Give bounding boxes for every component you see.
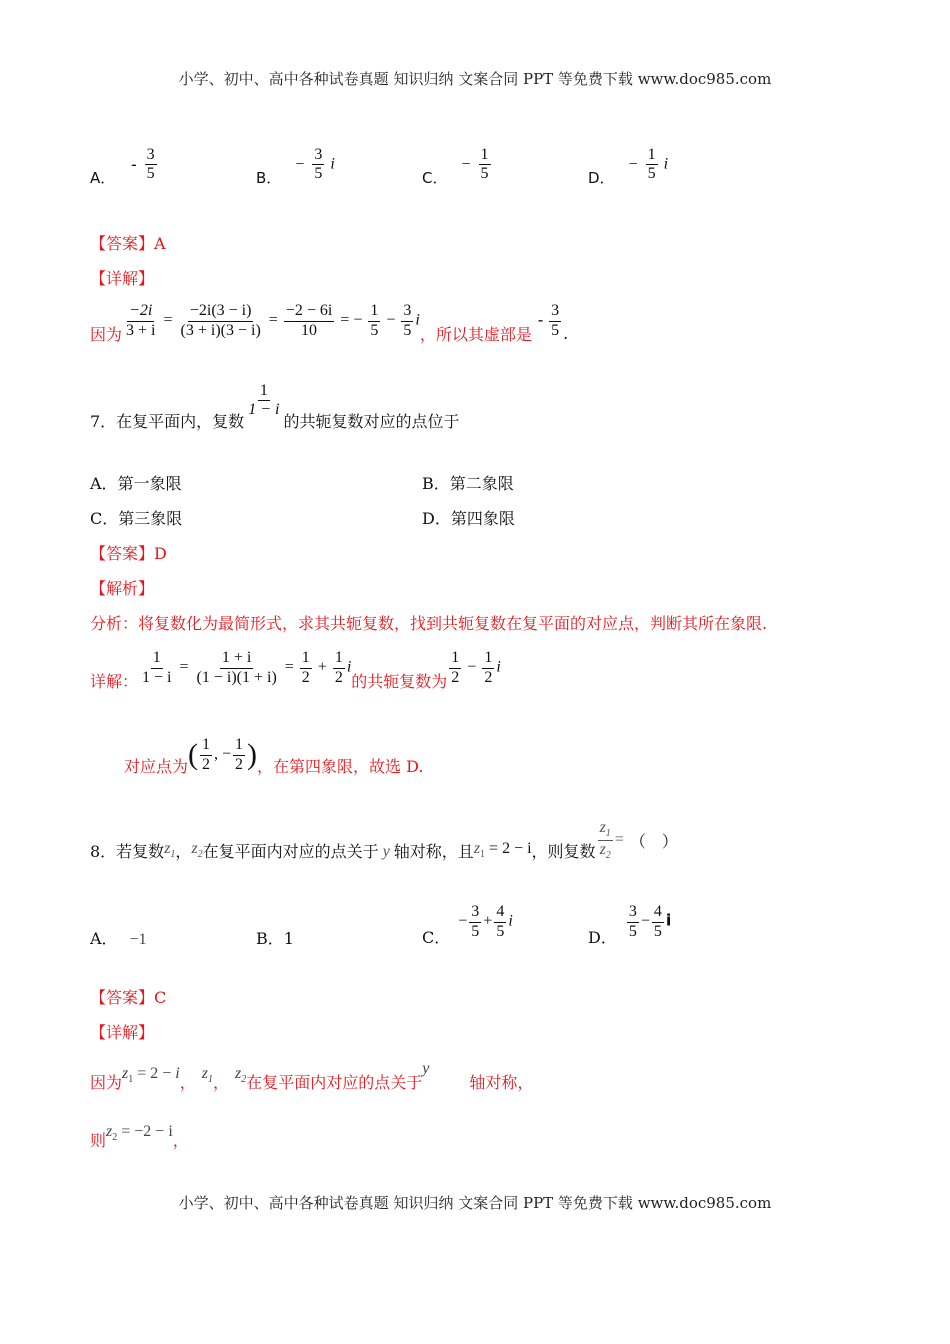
q8-answer: 【答案】C	[90, 988, 167, 1007]
q7-answer: 【答案】D	[90, 544, 167, 563]
page-header: 小学、初中、高中各种试卷真题 知识归纳 文案合同 PPT 等免费下载 www.doc985.com	[178, 70, 772, 88]
q7-option-c: C．第三象限	[90, 509, 183, 528]
q8-option-c: C． − $\frac{3}{5}$ + $\frac{4}{5}$ i	[422, 903, 513, 947]
q6-option-d: D． − $\frac{1}{5}$ i	[588, 146, 669, 187]
q7-derivation: 详解： $\frac{1}{1 - i}$ = $\frac{1 + i}{(1 - i)(1 + i)}$ = $\frac{1}{2}$ + $\frac{1}{2}$ i 的共轭复数为 $\frac{1}{2}$ − $\frac{1}{2}$ i	[90, 649, 501, 691]
q8-option-d: D． $\frac{3}{5}$ − $\frac{4}{5}$ i	[588, 903, 672, 947]
q7-option-d: D．第四象限	[422, 509, 515, 528]
q8-option-a: A． −1	[90, 929, 147, 948]
q8-detail-line1: 因为 $z_1 = 2 - i$ ， $z_1$ ， $z_2$ 在复平面内对应的点关于 y 轴对称，	[90, 1060, 534, 1092]
q6-option-a: A． - $\frac{3}{5}$	[90, 146, 155, 187]
q7-point: 对应点为 ( $\frac{1}{2}$ , − $\frac{1}{2}$ ) ，在第四象限，故选 D.	[124, 736, 424, 776]
q6-detail-label: 【详解】	[90, 269, 155, 288]
q7-analysis-label: 【解析】	[90, 579, 155, 598]
q6-option-c: C． − $\frac{1}{5}$	[422, 146, 489, 187]
q6-answer: 【答案】A	[90, 234, 166, 253]
q6-option-b: B． − $\frac{3}{5}$ i	[256, 146, 335, 187]
q8-detail-label: 【详解】	[90, 1023, 155, 1042]
q7-option-b: B．第二象限	[422, 474, 514, 493]
q6-derivation: 因为 $\frac{-2i}{3 + i}$ = $\frac{-2i(3 - i)}{(3 + i)(3 - i)}$ = $\frac{-2 - 6i}{10}$ = − $\frac{1}{5}$ − $\frac{3}{5}$ i ，所以其虚部是 - $\frac{3}{5}$ .	[90, 302, 569, 344]
q7-analysis: 分析：将复数化为最简形式，求其共轭复数，找到共轭复数在复平面的对应点，判断其所在象限.	[90, 614, 768, 633]
q8-stem: 8．若复数 $z_1$ ， $z_2$ 在复平面内对应的点关于 y 轴对称，且 $z_1 = 2 - i$ ，则复数 $\frac{z_1}{z_2}$ = （ ）	[90, 818, 678, 861]
q7-stem: 7．在复平面内，复数 $\frac{1}{1 - i}$ 的共轭复数对应的点位于	[90, 382, 460, 432]
q8-detail-line2: 则 $z_2 = -2 - i$ ，	[90, 1122, 189, 1150]
q7-option-a: A．第一象限	[90, 474, 182, 493]
q8-option-b: B．1	[256, 929, 294, 948]
page-footer: 小学、初中、高中各种试卷真题 知识归纳 文案合同 PPT 等免费下载 www.doc985.com	[178, 1194, 772, 1212]
